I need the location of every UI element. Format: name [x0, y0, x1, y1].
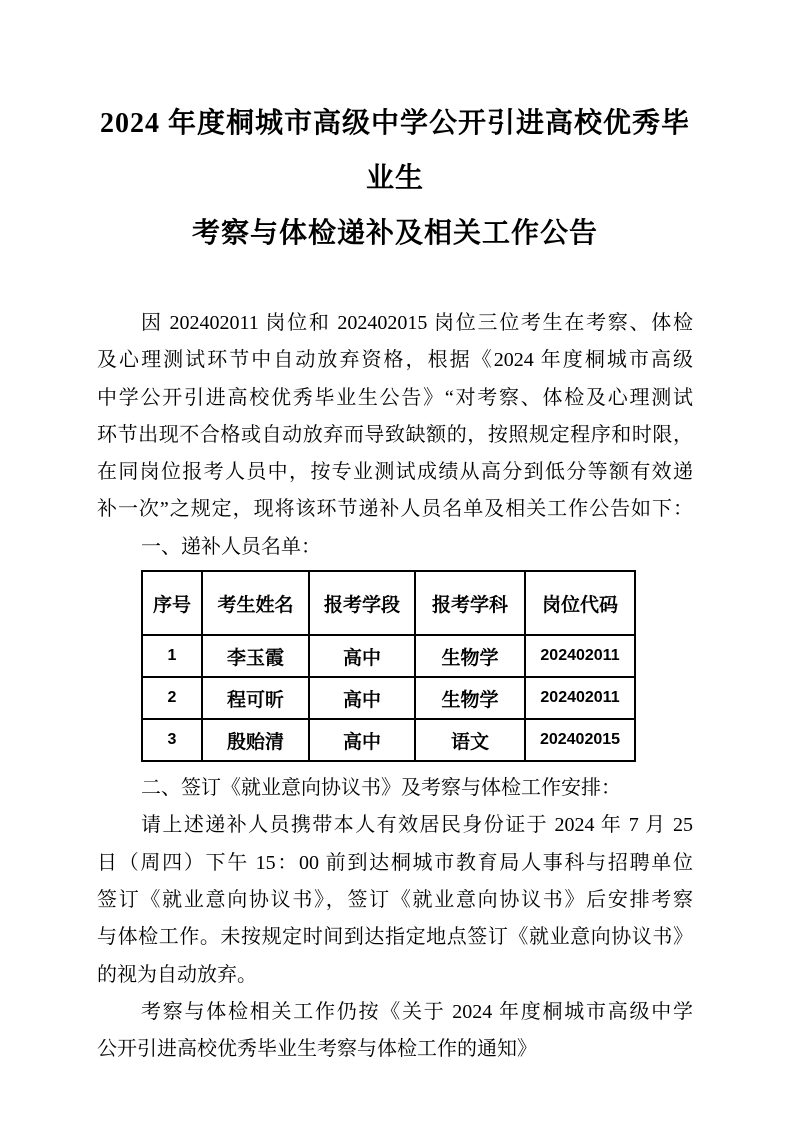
cell-candidate-name: 李玉霞 — [202, 635, 309, 677]
schedule-line: 请上述递补人员携带本人有效居民身份证于 2024 年 7 月 25 — [141, 814, 693, 837]
cell-row-number: 1 — [142, 635, 202, 677]
document-body — [97, 305, 693, 1068]
header-cell-name: 考生姓名 — [202, 571, 309, 635]
document-title — [97, 96, 693, 261]
cell-subject: 生物学 — [415, 677, 525, 719]
closing-line: 公开引进高校优秀毕业生考察与体检工作的通知》 — [97, 1038, 537, 1061]
header-cell-no: 序号 — [142, 571, 202, 635]
cell-teaching-stage: 高中 — [309, 677, 415, 719]
cell-candidate-name: 殷贻清 — [202, 719, 309, 761]
document-title-line-2: 考察与体检递补及相关工作公告 — [191, 218, 598, 249]
closing-line: 考察与体检相关工作仍按《关于 2024 年度桐城市高级中学 — [141, 1000, 693, 1023]
schedule-line: 的视为自动放弃。 — [97, 963, 257, 986]
section-2-heading: 二、签订《就业意向协议书》及考察与体检工作安排： — [141, 777, 621, 800]
cell-candidate-name: 程可昕 — [202, 677, 309, 719]
header-cell-subject: 报考学科 — [415, 571, 525, 635]
closing-paragraph — [97, 994, 693, 1069]
intro-line: 在同岗位报考人员中，按专业测试成绩从高分到低分等额有效递 — [97, 461, 693, 484]
cell-teaching-stage: 高中 — [309, 635, 415, 677]
document-title-line-1: 2024 年度桐城市高级中学公开引进高校优秀毕业生 — [99, 108, 690, 194]
header-cell-code: 岗位代码 — [525, 571, 635, 635]
intro-line: 补一次”之规定，现将该环节递补人员名单及相关工作公告如下： — [97, 498, 693, 521]
schedule-paragraph — [97, 807, 693, 993]
cell-position-code: 202402015 — [525, 719, 635, 761]
cell-position-code: 202402011 — [525, 635, 635, 677]
intro-line: 中学公开引进高校优秀毕业生公告》“对考察、体检及心理测试 — [97, 386, 693, 409]
table-row — [142, 677, 635, 719]
table-row — [142, 635, 635, 677]
schedule-line: 日（周四）下午 15：00 前到达桐城市教育局人事科与招聘单位 — [97, 851, 693, 874]
header-cell-stage: 报考学段 — [309, 571, 415, 635]
cell-subject: 语文 — [415, 719, 525, 761]
cell-position-code: 202402011 — [525, 677, 635, 719]
section-1-heading: 一、递补人员名单： — [141, 535, 321, 558]
intro-paragraph — [97, 305, 693, 529]
cell-row-number: 3 — [142, 719, 202, 761]
intro-line: 环节出现不合格或自动放弃而导致缺额的，按照规定程序和时限， — [97, 423, 693, 446]
cell-teaching-stage: 高中 — [309, 719, 415, 761]
cell-row-number: 2 — [142, 677, 202, 719]
intro-line: 因 202402011 岗位和 202402015 岗位三位考生在考察、体检 — [141, 312, 693, 334]
intro-line: 及心理测试环节中自动放弃资格，根据《2024 年度桐城市高级 — [97, 349, 693, 372]
cell-subject: 生物学 — [415, 635, 525, 677]
schedule-line: 签订《就业意向协议书》，签订《就业意向协议书》后安排考察 — [97, 888, 693, 911]
table-row — [142, 719, 635, 761]
candidates-table — [141, 570, 636, 762]
schedule-line: 与体检工作。未按规定时间到达指定地点签订《就业意向协议书》 — [97, 926, 693, 949]
table-header-row — [142, 571, 635, 635]
